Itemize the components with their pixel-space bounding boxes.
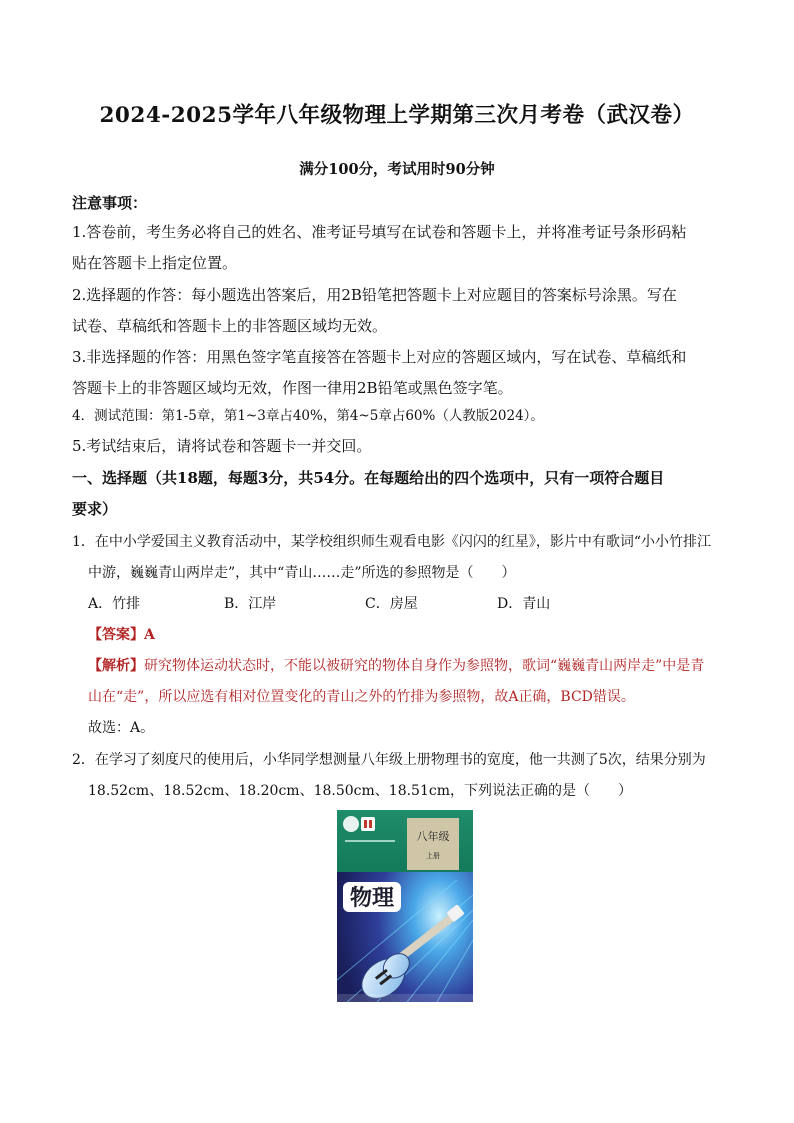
answer-tag: 【答案】 [88, 627, 144, 643]
question-1-stem: 1．在中小学爱国主义教育活动中，某学校组织师生观看电影《闪闪的红星》，影片中有歌词“小小竹排江 [72, 534, 712, 550]
analysis-text: 研究物体运动状态时，不能以被研究的物体自身作为参照物，歌词“巍巍青山两岸走”中是青 [144, 658, 705, 674]
analysis-text: 山在“走”，所以应选有相对位置变化的青山之外的竹排为参照物，故A正确，BCD错误。 [88, 689, 635, 705]
page-title: 2024-2025学年八年级物理上学期第三次月考卷（武汉卷） [99, 103, 695, 128]
option-b: B．江岸 [224, 596, 277, 612]
subject-title: 物理 [349, 885, 395, 911]
answer-value: A [144, 627, 155, 643]
notice-heading: 注意事项： [72, 194, 148, 212]
exam-info: 满分100分，考试用时90分钟 [299, 161, 495, 178]
analysis-tag: 【解析】 [88, 658, 144, 674]
option-c: C．房屋 [365, 596, 418, 612]
notice-line: 3.非选择题的作答：用黑色签字笔直接答在答题卡上对应的答题区域内，写在试卷、草稿纸和 [72, 348, 687, 366]
option-d: D．青山 [497, 596, 551, 612]
notice-line: 4．测试范围：第1-5章，第1~3章占40%，第4~5章占60%（人教版2024）。 [72, 408, 544, 424]
notice-line: 1.答卷前，考生务必将自己的姓名、准考证号填写在试卷和答题卡上，并将准考证号条形码粘 [72, 223, 687, 241]
physics-textbook-cover-image [337, 810, 473, 1002]
answer-line [88, 624, 155, 644]
notice-line: 2.选择题的作答：每小题选出答案后，用2B铅笔把答题卡上对应题目的答案标号涂黑。写在 [72, 286, 677, 304]
grade-label: 八年级 [416, 830, 450, 843]
question-2-stem: 2．在学习了刻度尺的使用后，小华同学想测量八年级上册物理书的宽度，他一共测了5次，结果分别为 [72, 752, 706, 768]
notice-line: 5.考试结束后，请将试卷和答题卡一并交回。 [72, 437, 372, 455]
conclusion: 故选：A。 [88, 720, 155, 736]
notice-line: 试卷、草稿纸和答题卡上的非答题区域均无效。 [72, 317, 388, 335]
question-2-stem: 18.52cm、18.52cm、18.20cm、18.50cm、18.51cm，下列说法正确的是（ ） [88, 783, 632, 799]
analysis-line [88, 655, 704, 675]
option-a: A．竹排 [88, 596, 141, 612]
question-1-stem: 中游，巍巍青山两岸走”，其中“青山……走”所选的参照物是（ ） [88, 565, 516, 581]
notice-line: 答题卡上的非答题区域均无效，作图一律用2B铅笔或黑色签字笔。 [72, 379, 513, 397]
section-heading: 要求） [72, 500, 118, 518]
section-heading: 一、选择题（共18题，每题3分，共54分。在每题给出的四个选项中，只有一项符合题目 [72, 469, 665, 487]
volume-label: 上册 [426, 852, 440, 860]
notice-line: 贴在答题卡上指定位置。 [72, 254, 238, 272]
